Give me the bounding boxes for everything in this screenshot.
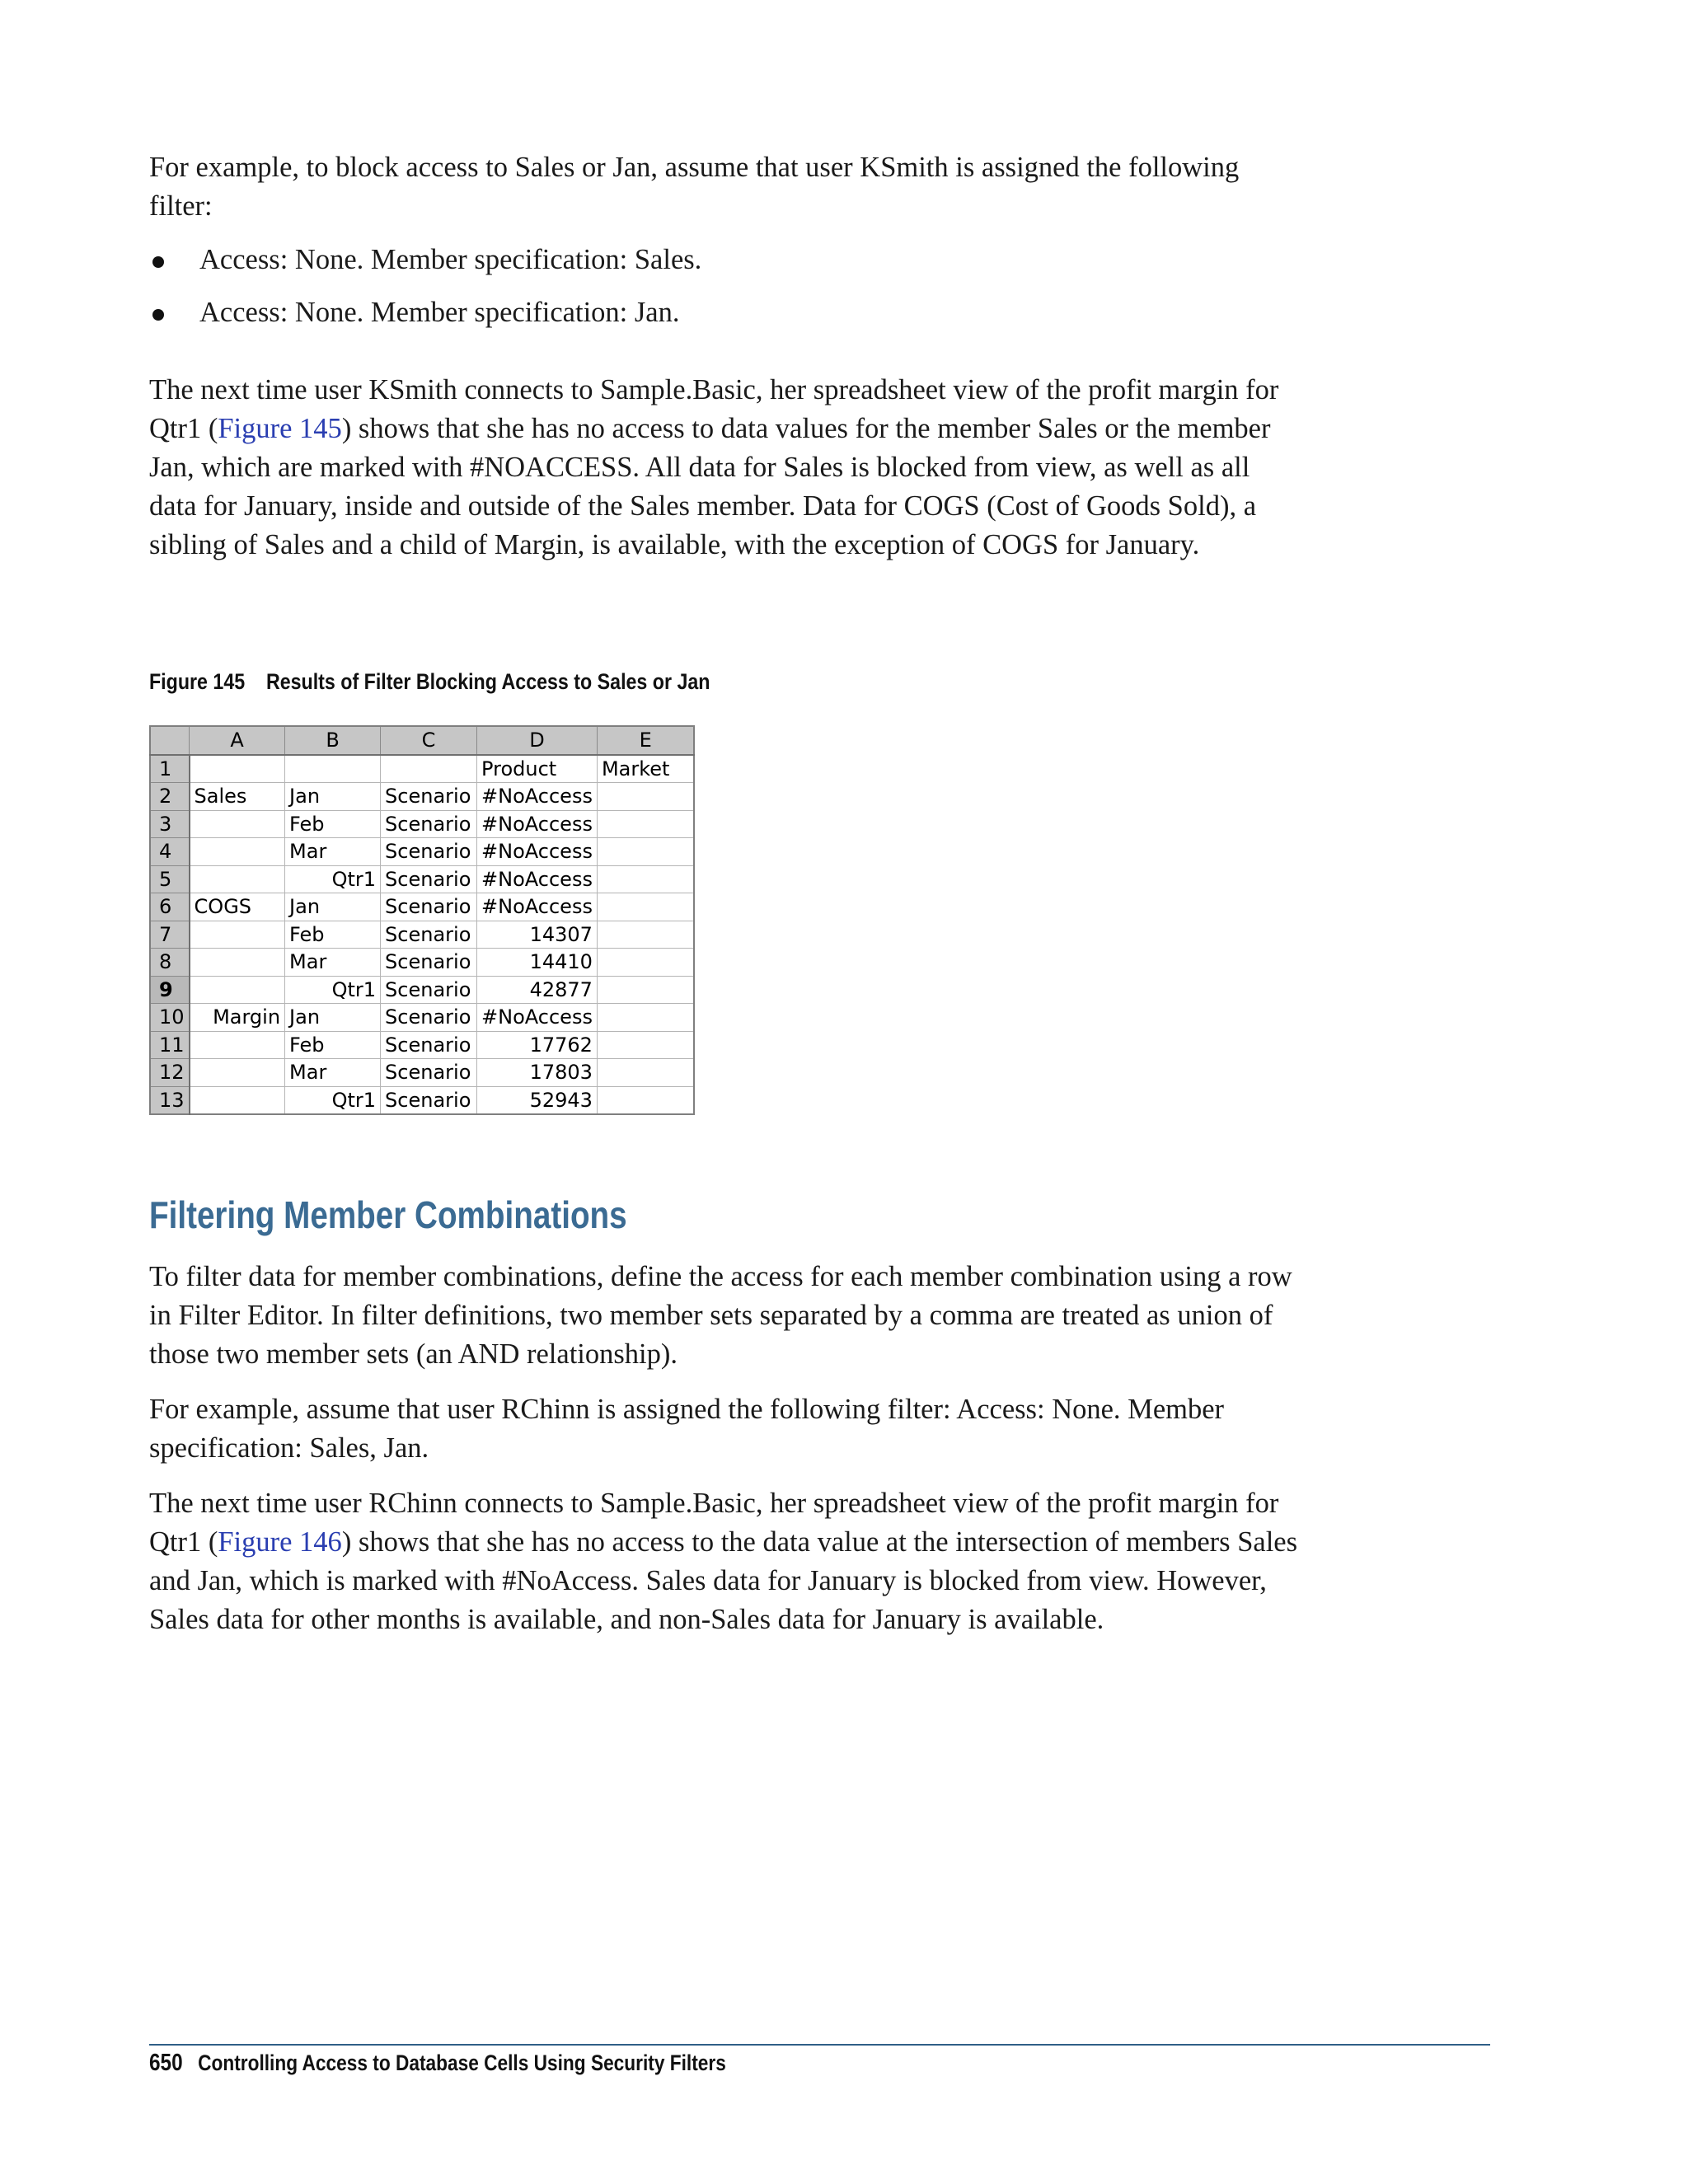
bullet-icon — [152, 256, 164, 268]
cell-c: Scenario — [381, 1031, 477, 1059]
sheet-row — [150, 1086, 694, 1114]
cell-b: Qtr1 — [285, 865, 381, 893]
bullet-item — [149, 293, 1303, 332]
column-header: D — [477, 726, 598, 755]
cell-e — [597, 1004, 694, 1032]
rchinn-filter-paragraph: For example, assume that user RChinn is assigned the following filter: Access: None. Member specification: Sales, Jan. — [149, 1394, 1225, 1464]
cell-e: Market — [597, 755, 694, 783]
row-header: 11 — [150, 1031, 190, 1059]
cell-c: Scenario — [381, 1086, 477, 1114]
cell-b: Jan — [285, 1004, 381, 1032]
sheet-row — [150, 976, 694, 1004]
cell-a — [190, 1031, 285, 1059]
sheet-row — [150, 1059, 694, 1087]
cell-c: Scenario — [381, 949, 477, 977]
footer-rule — [149, 2044, 1490, 2046]
cell-c: Scenario — [381, 1059, 477, 1087]
rchinn-view-paragraph — [149, 1484, 1303, 1639]
cell-a — [190, 865, 285, 893]
cell-d: #NoAccess — [477, 810, 598, 838]
cell-b: Feb — [285, 1031, 381, 1059]
cell-c: Scenario — [381, 921, 477, 949]
paragraph-text: The next time user KSmith connects to Sample.Basic, her spreadsheet view of the profit margin for Qtr1 ( — [149, 374, 1279, 444]
cell-c: Scenario — [381, 1004, 477, 1032]
footer-title: Controlling Access to Database Cells Using Security Filters — [198, 2050, 726, 2075]
row-header: 4 — [150, 838, 190, 866]
member-combinations-paragraph: To filter data for member combinations, define the access for each member combination using a row in Filter Editor. In filter definitions, two member sets separated by a comma are treated as union of those two member sets (an AND relationship). — [149, 1261, 1292, 1370]
sheet-row — [150, 1004, 694, 1032]
cell-a — [190, 949, 285, 977]
cell-c: Scenario — [381, 838, 477, 866]
cell-e — [597, 921, 694, 949]
cell-b: Feb — [285, 921, 381, 949]
row-header: 5 — [150, 865, 190, 893]
cell-b: Mar — [285, 838, 381, 866]
sheet-row — [150, 783, 694, 811]
row-header: 12 — [150, 1059, 190, 1087]
sheet-row — [150, 949, 694, 977]
cell-d: 17803 — [477, 1059, 598, 1087]
bullet-icon — [152, 309, 164, 321]
cell-a — [190, 755, 285, 783]
cell-a: Sales — [190, 783, 285, 811]
page-footer — [149, 2050, 726, 2077]
cell-d: 14307 — [477, 921, 598, 949]
page-number: 650 — [149, 2050, 183, 2076]
sheet-row — [150, 921, 694, 949]
paragraph-text: ) shows that she has no access to data values for the member Sales or the member Jan, which are marked with #NOACCESS. All data for Sales is blocked from view, as well as all data for January, inside and outside of the Sales member. Data for COGS (Cost of Goods Sold), a sibling of Sales and a child of Margin, is available, with the exception of COGS for January. — [149, 413, 1271, 560]
cell-e — [597, 783, 694, 811]
row-header: 13 — [150, 1086, 190, 1114]
cell-d: #NoAccess — [477, 865, 598, 893]
cell-c: Scenario — [381, 783, 477, 811]
column-header-row — [150, 726, 694, 755]
section-heading: Filtering Member Combinations — [149, 1193, 627, 1236]
figure-caption — [149, 669, 710, 695]
row-header: 9 — [150, 976, 190, 1004]
row-header: 2 — [150, 783, 190, 811]
cell-b: Jan — [285, 783, 381, 811]
sheet-row — [150, 1031, 694, 1059]
cell-d: #NoAccess — [477, 1004, 598, 1032]
cell-d: 14410 — [477, 949, 598, 977]
cell-d: #NoAccess — [477, 838, 598, 866]
cell-d: 17762 — [477, 1031, 598, 1059]
column-header: B — [285, 726, 381, 755]
bullet-text: Access: None. Member specification: Jan. — [199, 297, 680, 328]
sheet-row — [150, 810, 694, 838]
cell-c: Scenario — [381, 893, 477, 921]
cell-a — [190, 1086, 285, 1114]
cell-d: 42877 — [477, 976, 598, 1004]
cell-e — [597, 1059, 694, 1087]
column-header: E — [597, 726, 694, 755]
cell-a — [190, 921, 285, 949]
cell-e — [597, 949, 694, 977]
figure-number: Figure 145 — [149, 669, 246, 694]
cell-e — [597, 865, 694, 893]
cell-e — [597, 893, 694, 921]
figure-title: Results of Filter Blocking Access to Sales or Jan — [265, 669, 710, 694]
cell-e — [597, 810, 694, 838]
spreadsheet-figure — [149, 725, 695, 1115]
cell-a — [190, 1059, 285, 1087]
cell-c — [381, 755, 477, 783]
sheet-corner — [150, 726, 190, 755]
cell-d: #NoAccess — [477, 893, 598, 921]
column-header: A — [190, 726, 285, 755]
cell-e — [597, 838, 694, 866]
figure-146-link[interactable]: Figure 146 — [218, 1526, 342, 1558]
cell-b: Qtr1 — [285, 976, 381, 1004]
bullet-text: Access: None. Member specification: Sales. — [199, 244, 702, 275]
cell-d: Product — [477, 755, 598, 783]
cell-c: Scenario — [381, 865, 477, 893]
cell-d: #NoAccess — [477, 783, 598, 811]
cell-b — [285, 755, 381, 783]
intro-paragraph: For example, to block access to Sales or Jan, assume that user KSmith is assigned the following filter: — [149, 152, 1240, 222]
paragraph-text: ) shows that she has no access to the data value at the intersection of members Sales and Jan, which is marked with #NoAccess. Sales data for January is blocked from view. However, Sales data for other months is available, and non-Sales data for January is available. — [149, 1526, 1298, 1635]
sheet-row — [150, 755, 694, 783]
row-header: 7 — [150, 921, 190, 949]
cell-d: 52943 — [477, 1086, 598, 1114]
cell-e — [597, 1031, 694, 1059]
cell-b: Feb — [285, 810, 381, 838]
row-header: 3 — [150, 810, 190, 838]
cell-b: Jan — [285, 893, 381, 921]
cell-a: COGS — [190, 893, 285, 921]
cell-c: Scenario — [381, 810, 477, 838]
row-header: 8 — [150, 949, 190, 977]
row-header: 6 — [150, 893, 190, 921]
cell-e — [597, 1086, 694, 1114]
column-header: C — [381, 726, 477, 755]
row-header: 1 — [150, 755, 190, 783]
sheet-row — [150, 838, 694, 866]
row-header: 10 — [150, 1004, 190, 1032]
cell-a — [190, 838, 285, 866]
cell-c: Scenario — [381, 976, 477, 1004]
sheet-row — [150, 865, 694, 893]
cell-a: Margin — [190, 1004, 285, 1032]
cell-e — [597, 976, 694, 1004]
figure-145-link[interactable]: Figure 145 — [218, 413, 342, 444]
bullet-item — [149, 241, 1303, 279]
cell-a — [190, 810, 285, 838]
sheet-row — [150, 893, 694, 921]
cell-b: Qtr1 — [285, 1086, 381, 1114]
cell-a — [190, 976, 285, 1004]
filter-bullet-list — [149, 241, 1303, 346]
paragraph-text: The next time user RChinn connects to Sample.Basic, her spreadsheet view of the profit margin for Qtr1 ( — [149, 1488, 1279, 1558]
cell-b: Mar — [285, 949, 381, 977]
cell-b: Mar — [285, 1059, 381, 1087]
ksmith-paragraph — [149, 371, 1303, 565]
